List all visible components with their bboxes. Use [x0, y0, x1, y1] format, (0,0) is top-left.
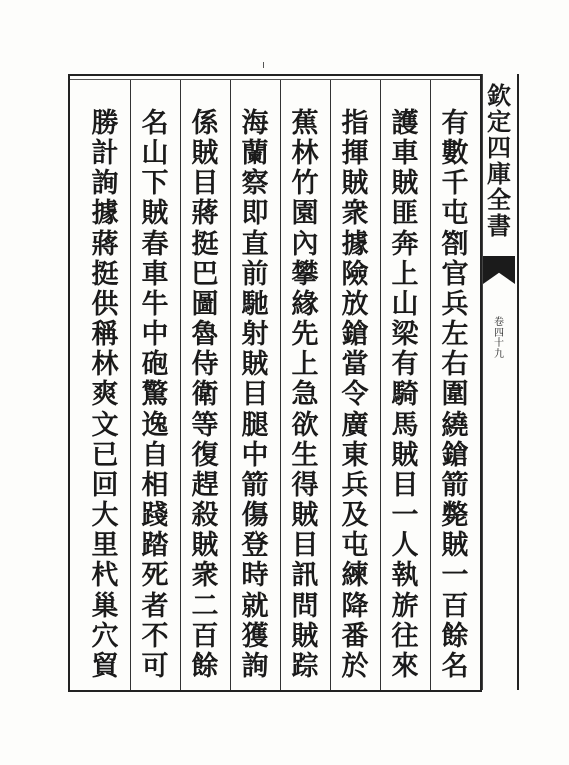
character: 右 — [441, 349, 469, 381]
character: 車 — [141, 258, 169, 290]
character: 前 — [241, 258, 269, 290]
text-column — [382, 110, 428, 680]
character: 旂 — [391, 590, 419, 622]
character: 於 — [341, 650, 369, 682]
character: 竹 — [291, 168, 319, 200]
character: 詢 — [91, 168, 119, 200]
character: 射 — [241, 319, 269, 351]
character: 詢 — [241, 650, 269, 682]
character: 趕 — [191, 469, 219, 501]
character: 令 — [341, 379, 369, 411]
character: 踪 — [291, 650, 319, 682]
character: 廣 — [341, 409, 369, 441]
character: 二 — [191, 590, 219, 622]
character: 腿 — [241, 409, 269, 441]
character: 往 — [391, 620, 419, 652]
character: 侍 — [191, 349, 219, 381]
character: 賊 — [191, 530, 219, 562]
margin-title-char: 書 — [487, 211, 511, 240]
character: 自 — [141, 439, 169, 471]
character: 挺 — [91, 258, 119, 290]
character: 據 — [91, 198, 119, 230]
character: 問 — [291, 590, 319, 622]
text-column — [182, 110, 228, 680]
character: 文 — [91, 409, 119, 441]
character: 生 — [291, 439, 319, 471]
character: 屯 — [441, 198, 469, 230]
character: 降 — [341, 590, 369, 622]
character: 山 — [391, 288, 419, 320]
character: 劄 — [441, 228, 469, 260]
character: 勝 — [91, 108, 119, 139]
character: 有 — [391, 349, 419, 381]
character: 鎗 — [341, 319, 369, 351]
character: 魯 — [191, 319, 219, 351]
character: 中 — [241, 439, 269, 471]
character: 中 — [141, 319, 169, 351]
character: 衛 — [191, 379, 219, 411]
character: 賊 — [391, 439, 419, 471]
character: 訊 — [291, 560, 319, 592]
column-rule — [280, 80, 281, 690]
column-rule — [180, 80, 181, 690]
margin-title — [487, 81, 511, 240]
character: 殺 — [191, 500, 219, 532]
character: 斃 — [441, 500, 469, 532]
character: 險 — [341, 258, 369, 290]
character: 死 — [141, 560, 169, 592]
character: 供 — [91, 288, 119, 320]
character: 目 — [191, 168, 219, 200]
character: 蕉 — [291, 108, 319, 139]
character: 爽 — [91, 379, 119, 411]
character: 數 — [441, 138, 469, 170]
character: 賊 — [441, 530, 469, 562]
character: 就 — [241, 590, 269, 622]
character: 賊 — [141, 198, 169, 230]
character: 直 — [241, 228, 269, 260]
character: 車 — [391, 138, 419, 170]
character: 相 — [141, 469, 169, 501]
character: 不 — [141, 620, 169, 652]
character: 屯 — [341, 530, 369, 562]
juan-label-char: 四 — [494, 327, 504, 339]
character: 已 — [91, 439, 119, 471]
character: 獲 — [241, 620, 269, 652]
character: 砲 — [141, 349, 169, 381]
character: 牛 — [141, 288, 169, 320]
character: 有 — [441, 108, 469, 139]
character: 上 — [391, 258, 419, 290]
juan-label-char: 九 — [494, 348, 504, 360]
character: 踐 — [141, 500, 169, 532]
character: 餘 — [441, 620, 469, 652]
character: 回 — [91, 469, 119, 501]
character: 杙 — [91, 560, 119, 592]
character: 賊 — [241, 349, 269, 381]
character: 人 — [391, 530, 419, 562]
character: 指 — [341, 108, 369, 139]
character: 上 — [291, 349, 319, 381]
character: 百 — [441, 590, 469, 622]
character: 東 — [341, 439, 369, 471]
character: 來 — [391, 650, 419, 682]
character: 左 — [441, 319, 469, 351]
character: 穴 — [91, 620, 119, 652]
character: 計 — [91, 138, 119, 170]
character: 衆 — [191, 560, 219, 592]
character: 得 — [291, 469, 319, 501]
character: 目 — [241, 379, 269, 411]
character: 衆 — [341, 198, 369, 230]
character: 可 — [141, 650, 169, 682]
character: 林 — [291, 138, 319, 170]
character: 騎 — [391, 379, 419, 411]
character: 番 — [341, 620, 369, 652]
margin-title-char: 定 — [487, 107, 511, 136]
character: 練 — [341, 560, 369, 592]
text-column — [232, 110, 278, 680]
character: 賊 — [191, 138, 219, 170]
character: 繞 — [441, 409, 469, 441]
character: 下 — [141, 168, 169, 200]
character: 攀 — [291, 258, 319, 290]
text-column — [282, 110, 328, 680]
character: 兵 — [341, 469, 369, 501]
character: 當 — [341, 349, 369, 381]
character: 欲 — [291, 409, 319, 441]
character: 驚 — [141, 379, 169, 411]
text-column — [82, 110, 128, 680]
margin-title-char: 庫 — [487, 159, 511, 188]
column-rule — [130, 80, 131, 690]
character: 放 — [341, 288, 369, 320]
character: 蘭 — [241, 138, 269, 170]
character: 馬 — [391, 409, 419, 441]
character: 執 — [391, 560, 419, 592]
character: 據 — [341, 228, 369, 260]
column-rule — [430, 80, 431, 690]
character: 箭 — [241, 469, 269, 501]
frame-bottom — [68, 690, 482, 692]
character: 護 — [391, 108, 419, 139]
character: 圍 — [441, 379, 469, 411]
character: 兵 — [441, 288, 469, 320]
character: 巢 — [91, 590, 119, 622]
juan-label — [491, 318, 507, 360]
character: 目 — [291, 530, 319, 562]
character: 鎗 — [441, 439, 469, 471]
character: 海 — [241, 108, 269, 139]
character: 時 — [241, 560, 269, 592]
character: 梁 — [391, 319, 419, 351]
frame-left — [68, 74, 70, 690]
character: 餘 — [191, 650, 219, 682]
text-column — [132, 110, 178, 680]
text-column — [432, 110, 478, 680]
top-mark — [263, 62, 270, 68]
character: 緣 — [291, 288, 319, 320]
character: 園 — [291, 198, 319, 230]
character: 巴 — [191, 258, 219, 290]
character: 千 — [441, 168, 469, 200]
character: 名 — [441, 650, 469, 682]
character: 蔣 — [191, 198, 219, 230]
character: 先 — [291, 319, 319, 351]
margin-title-char: 全 — [487, 185, 511, 214]
character: 匪 — [391, 198, 419, 230]
character: 林 — [91, 349, 119, 381]
character: 傷 — [241, 500, 269, 532]
character: 即 — [241, 198, 269, 230]
juan-label-char: 卷 — [494, 317, 504, 328]
character: 蔣 — [91, 228, 119, 260]
character: 貿 — [91, 650, 119, 682]
character: 挺 — [191, 228, 219, 260]
character: 復 — [191, 439, 219, 471]
margin-title-char: 四 — [487, 133, 511, 162]
column-rule — [380, 80, 381, 690]
character: 及 — [341, 500, 369, 532]
character: 奔 — [391, 228, 419, 260]
character: 春 — [141, 228, 169, 260]
character: 登 — [241, 530, 269, 562]
character: 圖 — [191, 288, 219, 320]
character: 察 — [241, 168, 269, 200]
character: 等 — [191, 409, 219, 441]
character: 踏 — [141, 530, 169, 562]
character: 目 — [391, 469, 419, 501]
character: 名 — [141, 108, 169, 139]
juan-label-char: 十 — [494, 338, 504, 349]
character: 稱 — [91, 319, 119, 351]
character: 急 — [291, 379, 319, 411]
character: 大 — [91, 500, 119, 532]
character: 者 — [141, 590, 169, 622]
character: 係 — [191, 108, 219, 139]
frame-top — [68, 74, 482, 76]
character: 官 — [441, 258, 469, 290]
character: 逸 — [141, 409, 169, 441]
text-column — [332, 110, 378, 680]
character: 箭 — [441, 469, 469, 501]
character: 賊 — [391, 168, 419, 200]
character: 百 — [191, 620, 219, 652]
character: 馳 — [241, 288, 269, 320]
character: 山 — [141, 138, 169, 170]
column-rule — [330, 80, 331, 690]
character: 揮 — [341, 138, 369, 170]
character: 內 — [291, 228, 319, 260]
margin-title-char: 欽 — [487, 81, 511, 110]
character: 一 — [441, 560, 469, 592]
character: 里 — [91, 530, 119, 562]
character: 一 — [391, 500, 419, 532]
character: 賊 — [291, 500, 319, 532]
character: 賊 — [341, 168, 369, 200]
character: 賊 — [291, 620, 319, 652]
column-rule — [230, 80, 231, 690]
